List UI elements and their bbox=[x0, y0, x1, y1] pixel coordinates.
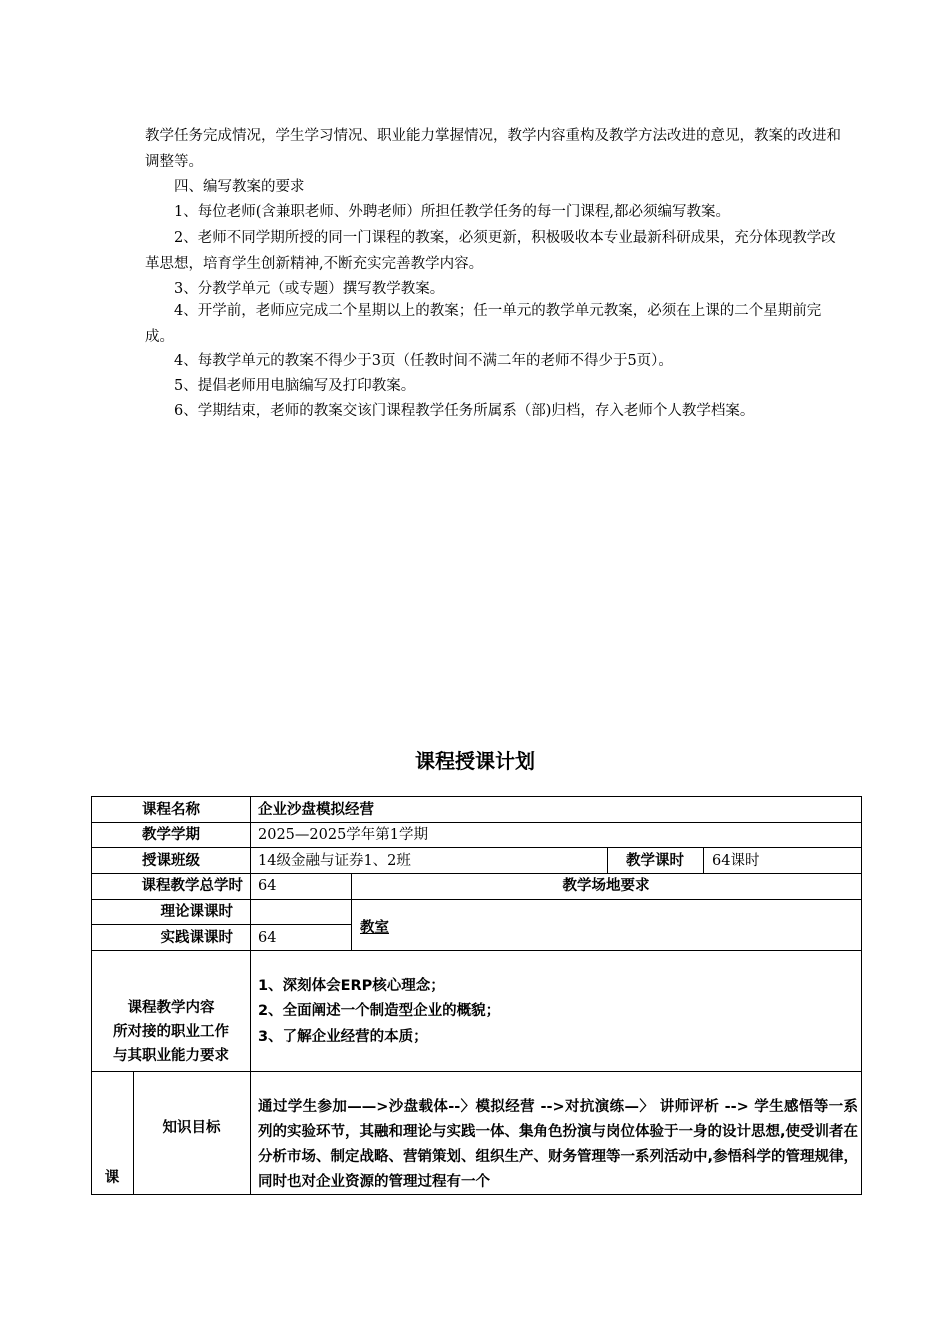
body-paragraph-rule-4b: 4、每教学单元的教案不得少于3页（任教时间不满二年的老师不得少于5页）。 bbox=[174, 353, 673, 369]
practice-hours-label: 实践课课时 bbox=[160, 930, 233, 946]
content-item-3: 3、了解企业经营的本质； bbox=[258, 1029, 428, 1045]
body-paragraph-rule-3: 3、分教学单元（或专题）撰写教学教案。 bbox=[174, 281, 445, 297]
content-label-line-3: 与其职业能力要求 bbox=[113, 1048, 229, 1064]
course-name-value: 企业沙盘模拟经营 bbox=[258, 802, 374, 818]
table-border-bottom bbox=[91, 1194, 862, 1195]
theory-hours-label: 理论课课时 bbox=[160, 904, 233, 920]
section-heading-requirements: 四、编写教案的要求 bbox=[174, 179, 305, 195]
table-border-right bbox=[861, 796, 862, 1195]
course-name-label: 课程名称 bbox=[142, 802, 200, 818]
semester-value: 2025—2025学年第1学期 bbox=[258, 827, 429, 843]
body-paragraph-rule-2: 2、老师不同学期所授的同一门课程的教案，必须更新，积极吸收本专业最新科研成果，充分体现教学改革思想，培育学生创新精神,不断充实完善教学内容。 bbox=[145, 230, 836, 272]
venue-label: 教学场地要求 bbox=[562, 878, 650, 894]
semester-label: 教学学期 bbox=[142, 827, 200, 843]
plan-title: 课程授课计划 bbox=[415, 749, 535, 773]
class-value: 14级金融与证券1、2班 bbox=[258, 853, 411, 869]
row-rule bbox=[91, 847, 862, 848]
venue-value: 教室 bbox=[360, 920, 389, 936]
table-border-top bbox=[91, 796, 862, 797]
total-hours-value: 64 bbox=[258, 878, 277, 894]
content-label-line-2: 所对接的职业工作 bbox=[113, 1024, 229, 1040]
body-paragraph-rule-5: 5、提倡老师用电脑编写及打印教案。 bbox=[174, 378, 416, 394]
col-rule bbox=[703, 847, 704, 874]
row-rule bbox=[91, 950, 862, 951]
content-label-line-1: 课程教学内容 bbox=[127, 1000, 215, 1016]
body-paragraph-1: 教学任务完成情况，学生学习情况、职业能力掌握情况，教学内容重构及教学方法改进的意见，教案的改进和调整等。 bbox=[145, 128, 841, 170]
body-paragraph-rule-6: 6、学期结束，老师的教案交该门课程教学任务所属系（部)归档，存入老师个人教学档案。 bbox=[174, 403, 755, 419]
knowledge-goal-text: 通过学生参加——>沙盘载体--〉模拟经营 -->对抗演练—〉 讲师评析 --> 学生感悟等一系列的实验环节，其融和理论与实践一体、集角色扮演与岗位体验于一身的设计思想,使受训者在分析市场、制定战略、营销策划、组织生产、财务管理等一系列活动中,参悟科学的管理规律，同时也对企业资源的管理过程有一个 bbox=[258, 1099, 858, 1190]
class-label: 授课班级 bbox=[142, 853, 200, 869]
course-vertical-label: 课 bbox=[104, 1170, 120, 1186]
total-hours-label: 课程教学总学时 bbox=[141, 878, 243, 894]
knowledge-goal-label: 知识目标 bbox=[162, 1120, 221, 1136]
body-paragraph-rule-1: 1、每位老师(含兼职老师、外聘老师）所担任教学任务的每一门课程,都必须编写教案。 bbox=[174, 204, 730, 220]
row-rule bbox=[91, 924, 351, 925]
body-paragraph-rule-4: 4、开学前，老师应完成二个星期以上的教案；任一单元的教学单元教案，必须在上课的二个星期前完成。 bbox=[145, 303, 822, 345]
row-rule bbox=[91, 1071, 862, 1072]
hours-value: 64课时 bbox=[712, 853, 760, 869]
content-item-2: 2、全面阐述一个制造型企业的概貌； bbox=[258, 1003, 501, 1019]
hours-label: 教学课时 bbox=[626, 853, 684, 869]
content-item-1: 1、深刻体会ERP核心理念； bbox=[258, 978, 445, 994]
practice-hours-value: 64 bbox=[258, 930, 277, 946]
